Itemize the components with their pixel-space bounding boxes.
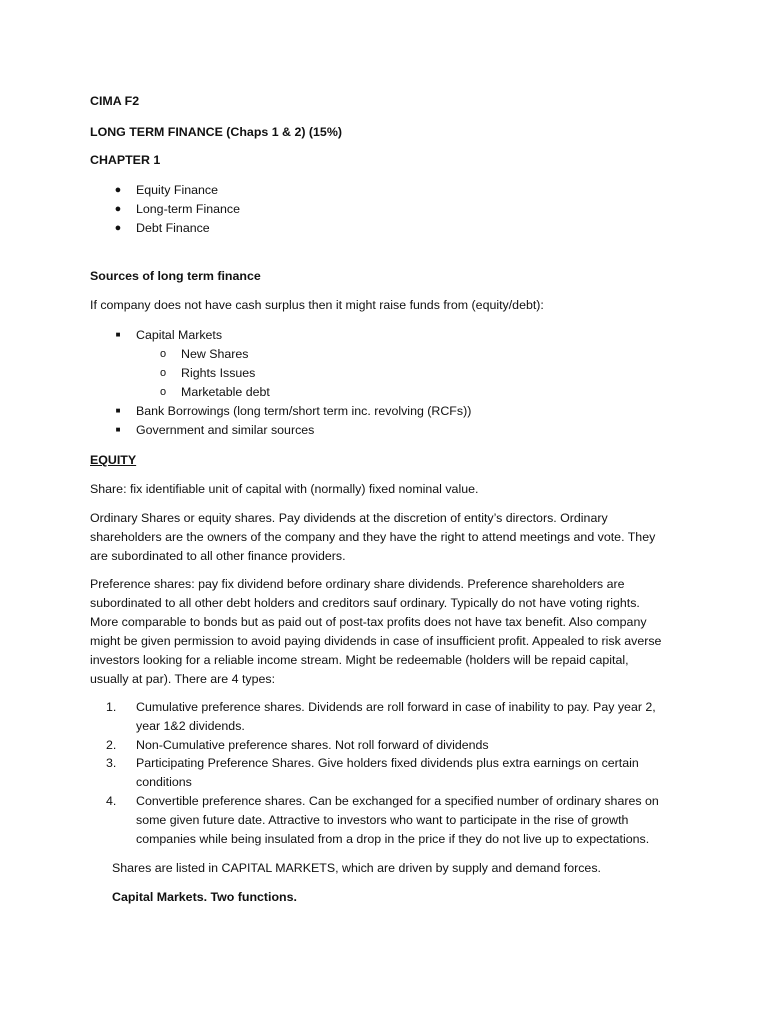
- circle-bullet-icon: o: [159, 386, 167, 398]
- list-item: Non-Cumulative preference shares. Not roll forward of dividends: [136, 738, 489, 752]
- paragraph-line: Preference shares: pay fix dividend before ordinary share dividends. Preference shareholders are: [90, 577, 625, 591]
- list-number: 2.: [106, 738, 117, 752]
- list-item: Participating Preference Shares. Give holders fixed dividends plus extra earnings on certain: [136, 756, 639, 770]
- paragraph-line: might be given permission to avoid paying dividends in case of insufficient profit. Appealed to risk averse: [90, 634, 662, 648]
- paragraph-line: subordinated to all other debt holders and creditors sauf ordinary. Typically do not have voting rights.: [90, 596, 640, 610]
- list-item-continuation: companies while being insulated from a drop in the price if they do not live up to expectations.: [136, 832, 650, 846]
- course-title: CIMA F2: [90, 94, 140, 108]
- bullet-icon: ●: [114, 222, 122, 234]
- list-item-continuation: year 1&2 dividends.: [136, 719, 245, 733]
- section-heading: EQUITY: [90, 453, 137, 467]
- paragraph-line: More comparable to bonds but as paid out of post-tax profits does not have tax benefit. Also company: [90, 615, 647, 629]
- bullet-icon: ●: [114, 203, 122, 215]
- topic-title: LONG TERM FINANCE (Chaps 1 & 2) (15%): [90, 125, 342, 139]
- chapter-heading: CHAPTER 1: [90, 153, 161, 167]
- circle-bullet-icon: o: [159, 348, 167, 360]
- list-item: Government and similar sources: [136, 423, 315, 437]
- sub-list-item: Marketable debt: [181, 385, 270, 399]
- paragraph-line: investors looking for a reliable income stream. Might be redeemable (holders will be repaid capital,: [90, 653, 629, 667]
- sub-list-item: New Shares: [181, 347, 249, 361]
- paragraph-line: Shares are listed in CAPITAL MARKETS, which are driven by supply and demand forces.: [112, 861, 601, 875]
- paragraph-line: are subordinated to all other finance providers.: [90, 549, 346, 563]
- list-item: Long-term Finance: [136, 202, 240, 216]
- list-number: 1.: [106, 700, 117, 714]
- list-item: Debt Finance: [136, 221, 210, 235]
- list-item: Convertible preference shares. Can be exchanged for a specified number of ordinary shares on: [136, 794, 659, 808]
- list-item: Bank Borrowings (long term/short term inc. revolving (RCFs)): [136, 404, 472, 418]
- list-item-continuation: conditions: [136, 775, 192, 789]
- subsection-heading: Capital Markets. Two functions.: [112, 890, 297, 904]
- paragraph-line: usually at par). There are 4 types:: [90, 672, 276, 686]
- bullet-icon: ●: [114, 184, 122, 196]
- section-heading: Sources of long term finance: [90, 269, 261, 283]
- sub-list-item: Rights Issues: [181, 366, 256, 380]
- paragraph-line: If company does not have cash surplus then it might raise funds from (equity/debt):: [90, 298, 544, 312]
- list-number: 4.: [106, 794, 117, 808]
- list-item: Equity Finance: [136, 183, 218, 197]
- list-item-continuation: some given future date. Attractive to investors who want to participate in the rise of growth: [136, 813, 629, 827]
- square-bullet-icon: ■: [115, 406, 121, 415]
- square-bullet-icon: ■: [115, 425, 121, 434]
- circle-bullet-icon: o: [159, 367, 167, 379]
- list-number: 3.: [106, 756, 117, 770]
- paragraph-line: Ordinary Shares or equity shares. Pay dividends at the discretion of entity’s directors. Ordinary: [90, 511, 608, 525]
- paragraph-line: shareholders are the owners of the company and they have the right to attend meetings and vote. They: [90, 530, 656, 544]
- square-bullet-icon: ■: [115, 330, 121, 339]
- paragraph-line: Share: fix identifiable unit of capital with (normally) fixed nominal value.: [90, 482, 479, 496]
- list-item: Cumulative preference shares. Dividends are roll forward in case of inability to pay. Pay year 2,: [136, 700, 656, 714]
- list-item: Capital Markets: [136, 328, 223, 342]
